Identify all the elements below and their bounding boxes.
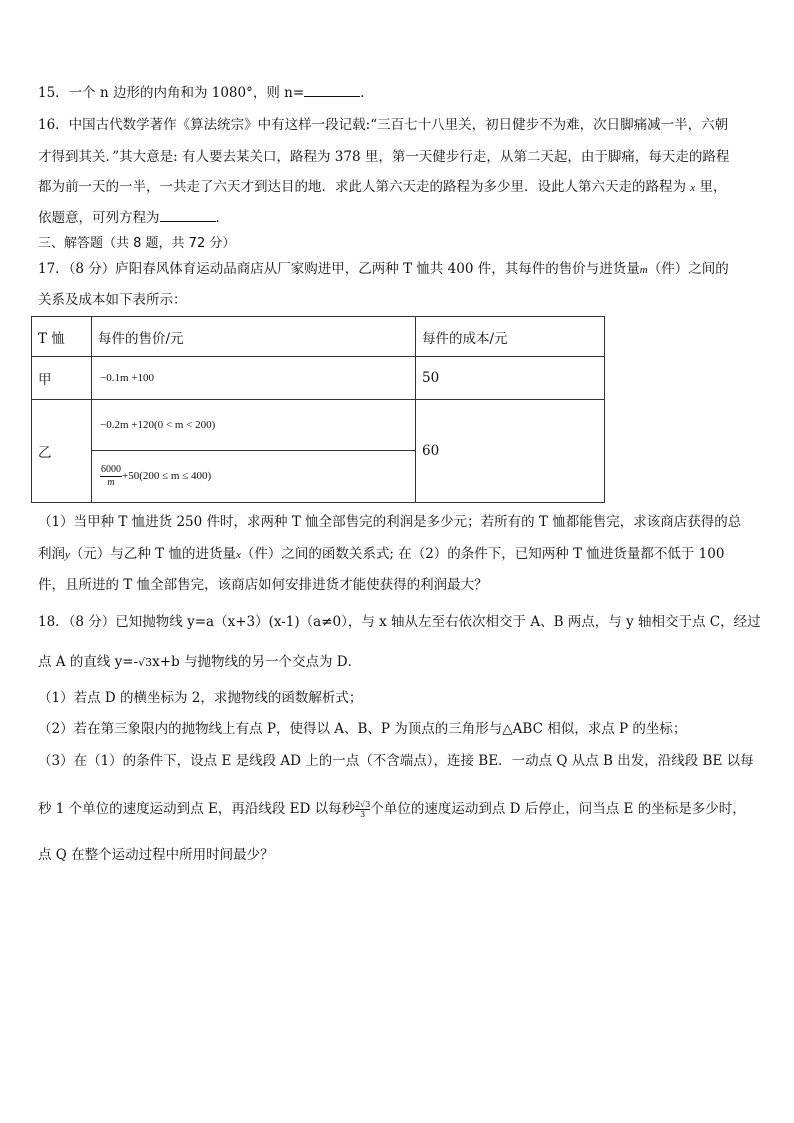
fraction-denominator: 3	[360, 810, 366, 819]
sqrt-3: √3	[138, 656, 153, 669]
table-header-row	[32, 317, 605, 357]
row-name-yi: 乙	[32, 400, 92, 503]
fraction	[355, 800, 370, 819]
price-formula-yi-2-rest: +50(200 ≤ m ≤ 400)	[122, 470, 212, 483]
table-row-yi-a	[32, 400, 605, 451]
price-formula-yi-2	[92, 451, 416, 503]
table-row-jia	[32, 357, 605, 400]
question-18-line-2	[38, 653, 361, 672]
question-16-line-3	[38, 178, 726, 197]
q18-line2-b: x+b 与抛物线的另一个交点为 D．	[152, 654, 362, 670]
question-18-sub-3-line-2	[38, 800, 746, 819]
variable-y: y	[65, 549, 70, 561]
cost-jia: 50	[416, 357, 605, 400]
question-18-sub-3: （3）在（1）的条件下，设点 E 是线段 AD 上的一点（不含端点），连接 BE．一动点 Q 从点 B 出发，沿线段 BE 以每	[38, 753, 754, 769]
question-17-part-3: 件，且所进的 T 恤全部售完，该商店如何安排进货才能使获得的利润最大？	[38, 577, 488, 593]
question-17-line-1	[38, 260, 729, 279]
q18-line2-a: 点 A 的直线 y=-	[38, 654, 139, 670]
cost-yi: 60	[416, 400, 605, 503]
q16-line4-tail: ．	[215, 210, 229, 226]
fraction	[100, 464, 122, 489]
section-heading: 三、解答题（共 8 题，共 72 分）	[38, 236, 236, 251]
fraction-numerator: 6000	[101, 464, 121, 475]
row-name-jia: 甲	[32, 357, 92, 400]
price-cost-table	[31, 316, 605, 503]
fraction-numerator: 2√3	[355, 800, 371, 809]
question-17-part-1: （1）当甲种 T 恤进货 250 件时，求两种 T 恤全部售完的利润是多少元；若所有的 T 恤都能售完，求该商店获得的总	[38, 514, 742, 530]
q17-p2-text-c: （件）之间的函数关系式; 在（2）的条件下，已知两种 T 恤进货量都不低于 100	[240, 546, 725, 562]
q16-line3-text: 都为前一天的一半，一共走了六天才到达目的地．求此人第六天走的路程为多少里．设此人第六天走的路程为	[38, 179, 686, 195]
header-cost: 每件的成本/元	[416, 317, 605, 357]
q17-p2-text-b: （元）与乙种 T 恤的进货量	[69, 546, 236, 562]
fraction-denominator: m	[107, 477, 115, 488]
question-17-line-2: 关系及成本如下表所示：	[38, 292, 187, 308]
q16-line4-text: 依题意，可列方程为	[38, 210, 160, 226]
variable-x: x	[690, 182, 696, 194]
q18-s3b-a: 秒 1 个单位的速度运动到点 E，再沿线段 ED 以每秒	[38, 801, 356, 817]
q18-s3b-b: 个单位的速度运动到点 D 后停止，问当点 E 的坐标是多少时，	[370, 801, 746, 817]
q17-p2-text-a: 利润	[38, 546, 65, 562]
price-formula-jia: −0.1m +100	[92, 357, 416, 400]
answer-blank	[160, 209, 216, 222]
header-tshirt: T 恤	[32, 317, 92, 357]
q15-tail: .	[360, 85, 365, 101]
question-18-sub-1: （1）若点 D 的横坐标为 2，求抛物线的函数解析式；	[38, 690, 363, 706]
question-16-line-1: 16．中国古代数学著作《算法统宗》中有这样一段记载:“三百七十八里关，初日健步不为难，次日脚痛减一半，六朝	[38, 117, 729, 133]
question-16-line-4	[38, 209, 229, 227]
answer-blank	[304, 84, 360, 97]
question-18-line-1: 18．（8 分）已知抛物线 y=a（x+3）(x-1)（a≠0），与 x 轴从左至右依次相交于 A、B 两点，与 y 轴相交于点 C，经过	[38, 614, 761, 630]
price-formula-yi-1: −0.2m +120(0 < m < 200)	[92, 400, 416, 451]
question-15	[38, 84, 364, 102]
header-price: 每件的售价/元	[92, 317, 416, 357]
variable-m: m	[639, 264, 648, 276]
q15-text: 15．一个 n 边形的内角和为 1080°，则 n=	[38, 85, 305, 101]
question-16-line-2: 才得到其关．”其大意是: 有人要去某关口，路程为 378 里，第一天健步行走，从第二天起，由于脚痛，每天走的路程	[38, 149, 730, 165]
q17-line1-tail: （件）之间的	[647, 261, 729, 277]
question-17-part-2	[38, 545, 724, 564]
question-18-sub-2: （2）若在第三象限内的抛物线上有点 P，使得以 A、B、P 为顶点的三角形与△ABC 相似，求点 P 的坐标；	[38, 721, 687, 737]
question-18-sub-3-line-3: 点 Q 在整个运动过程中所用时间最少？	[38, 847, 274, 863]
q17-line1-text: 17．（8 分）庐阳春风体育运动品商店从厂家购进甲，乙两种 T 恤共 400 件，其每件的售价与进货量	[38, 261, 640, 277]
variable-x: x	[235, 549, 241, 561]
q16-line3-tail: 里，	[699, 179, 727, 195]
